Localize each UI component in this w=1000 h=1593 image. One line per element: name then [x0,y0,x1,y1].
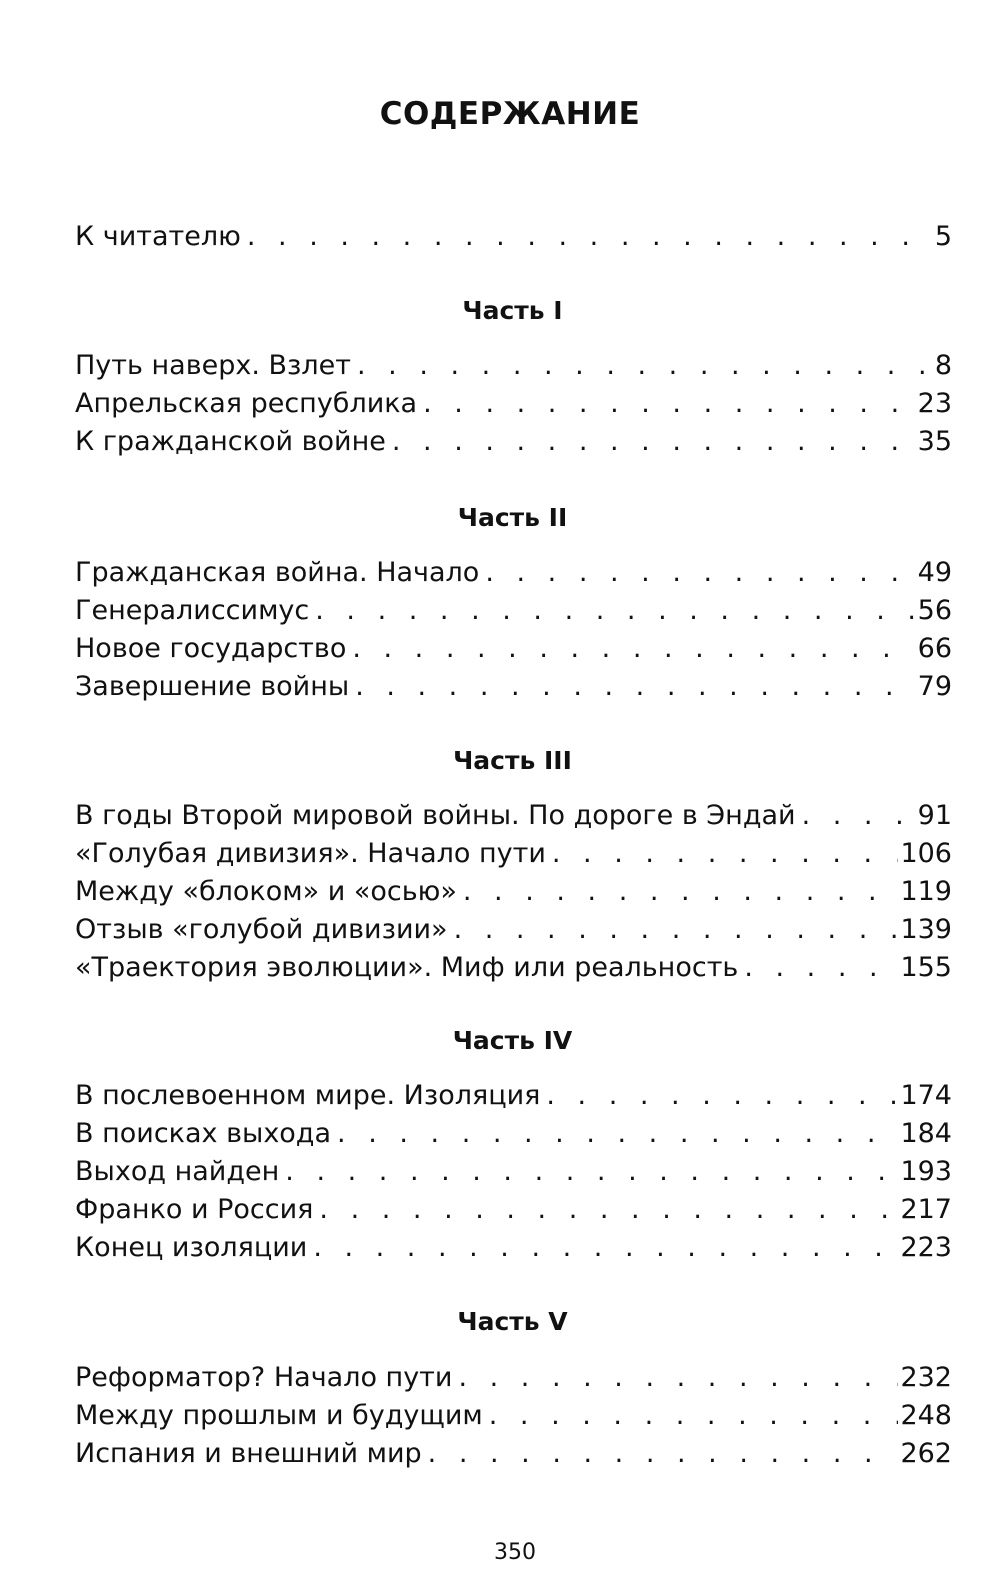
dot-leader [457,873,899,911]
dot-leader [279,1153,898,1191]
toc-entry-page: 35 [917,426,952,457]
toc-entry-page: 5 [934,221,952,252]
dot-leader [386,423,916,461]
dot-leader [452,1359,898,1397]
toc-entry-title: Испания и внешний мир [75,1438,422,1469]
toc-entry [75,347,952,385]
dot-leader [331,1115,898,1153]
toc-entry-title: К читателю [75,221,241,252]
dot-leader [738,949,898,987]
toc-entry-title: Завершение войны [75,671,350,702]
toc-entry-page: 262 [900,1438,952,1469]
toc-entry-page: 223 [900,1232,952,1263]
part-heading-3: Часть III [453,746,572,775]
part-heading-2: Часть II [457,503,568,532]
toc-entry-title: Между прошлым и будущим [75,1400,483,1431]
toc-entry [75,1435,952,1473]
toc-entry [75,385,952,423]
dot-leader [479,554,915,592]
page-number: 350 [494,1540,536,1565]
toc-entry-page: 66 [917,633,952,664]
toc-entry-page: 49 [917,557,952,588]
part-heading-4: Часть IV [452,1026,573,1055]
dot-leader [346,630,915,668]
toc-entry [75,949,952,987]
dot-leader [309,592,915,630]
page-title: СОДЕРЖАНИЕ [379,96,641,132]
toc-entry-page: 155 [900,952,952,983]
toc-entry-page: 248 [900,1400,952,1431]
dot-leader [483,1397,899,1435]
toc-entry-page: 217 [900,1194,952,1225]
toc-entry [75,668,952,706]
toc-entry-page: 56 [917,595,952,626]
toc-entry-page: 106 [900,838,952,869]
dot-leader [241,218,933,256]
toc-entry-page: 193 [900,1156,952,1187]
toc-entry-title: «Траектория эволюции». Миф или реальность [75,952,739,983]
toc-entry-title: В поисках выхода [75,1118,332,1149]
toc-entry-title: Франко и Россия [75,1194,314,1225]
toc-entry [75,630,952,668]
toc-entry-page: 8 [934,350,952,381]
toc-entry [75,1115,952,1153]
toc-entry-title: Апрельская республика [75,388,418,419]
toc-entry-title: Путь наверх. Взлет [75,350,351,381]
dot-leader [546,835,899,873]
toc-entry-page: 119 [900,876,952,907]
toc-entry [75,554,952,592]
toc-entry [75,911,952,949]
dot-leader [448,911,899,949]
toc-entry-title: Выход найден [75,1156,280,1187]
dot-leader [422,1435,899,1473]
toc-entry [75,873,952,911]
toc-entry-title: К гражданской войне [75,426,386,457]
toc-entry [75,1191,952,1229]
toc-entry [75,423,952,461]
toc-entry-title: Реформатор? Начало пути [75,1362,453,1393]
toc-entry-page: 184 [900,1118,952,1149]
toc-entry [75,797,952,835]
dot-leader [796,797,916,835]
part-heading-1: Часть I [462,296,563,325]
toc-entry-page: 23 [917,388,952,419]
toc-entry [75,1359,952,1397]
dot-leader [351,347,933,385]
toc-entry-page: 232 [900,1362,952,1393]
toc-entry-page: 139 [900,914,952,945]
toc-entry-page: 174 [900,1080,952,1111]
toc-entry-title: Гражданская война. Начало [75,557,480,588]
toc-entry [75,1153,952,1191]
toc-entry [75,1077,952,1115]
toc-entry-page: 91 [917,800,952,831]
dot-leader [540,1077,898,1115]
toc-entry-title: Новое государство [75,633,347,664]
part-heading-5: Часть V [457,1307,568,1336]
dot-leader [313,1191,898,1229]
toc-entry-title: В послевоенном мире. Изоляция [75,1080,541,1111]
toc-entry-title: Отзыв «голубой дивизии» [75,914,448,945]
toc-entry-intro [75,218,952,256]
toc-entry-title: Между «блоком» и «осью» [75,876,457,907]
toc-entry-title: В годы Второй мировой войны. По дороге в Эндай [75,800,796,831]
toc-entry [75,835,952,873]
toc-entry-title: Генералиссимус [75,595,310,626]
toc-entry [75,1397,952,1435]
dot-leader [417,385,916,423]
toc-entry-title: Конец изоляции [75,1232,308,1263]
toc-entry-page: 79 [917,671,952,702]
dot-leader [349,668,915,706]
dot-leader [307,1229,898,1267]
toc-entry [75,1229,952,1267]
toc-entry-title: «Голубая дивизия». Начало пути [75,838,546,869]
toc-entry [75,592,952,630]
